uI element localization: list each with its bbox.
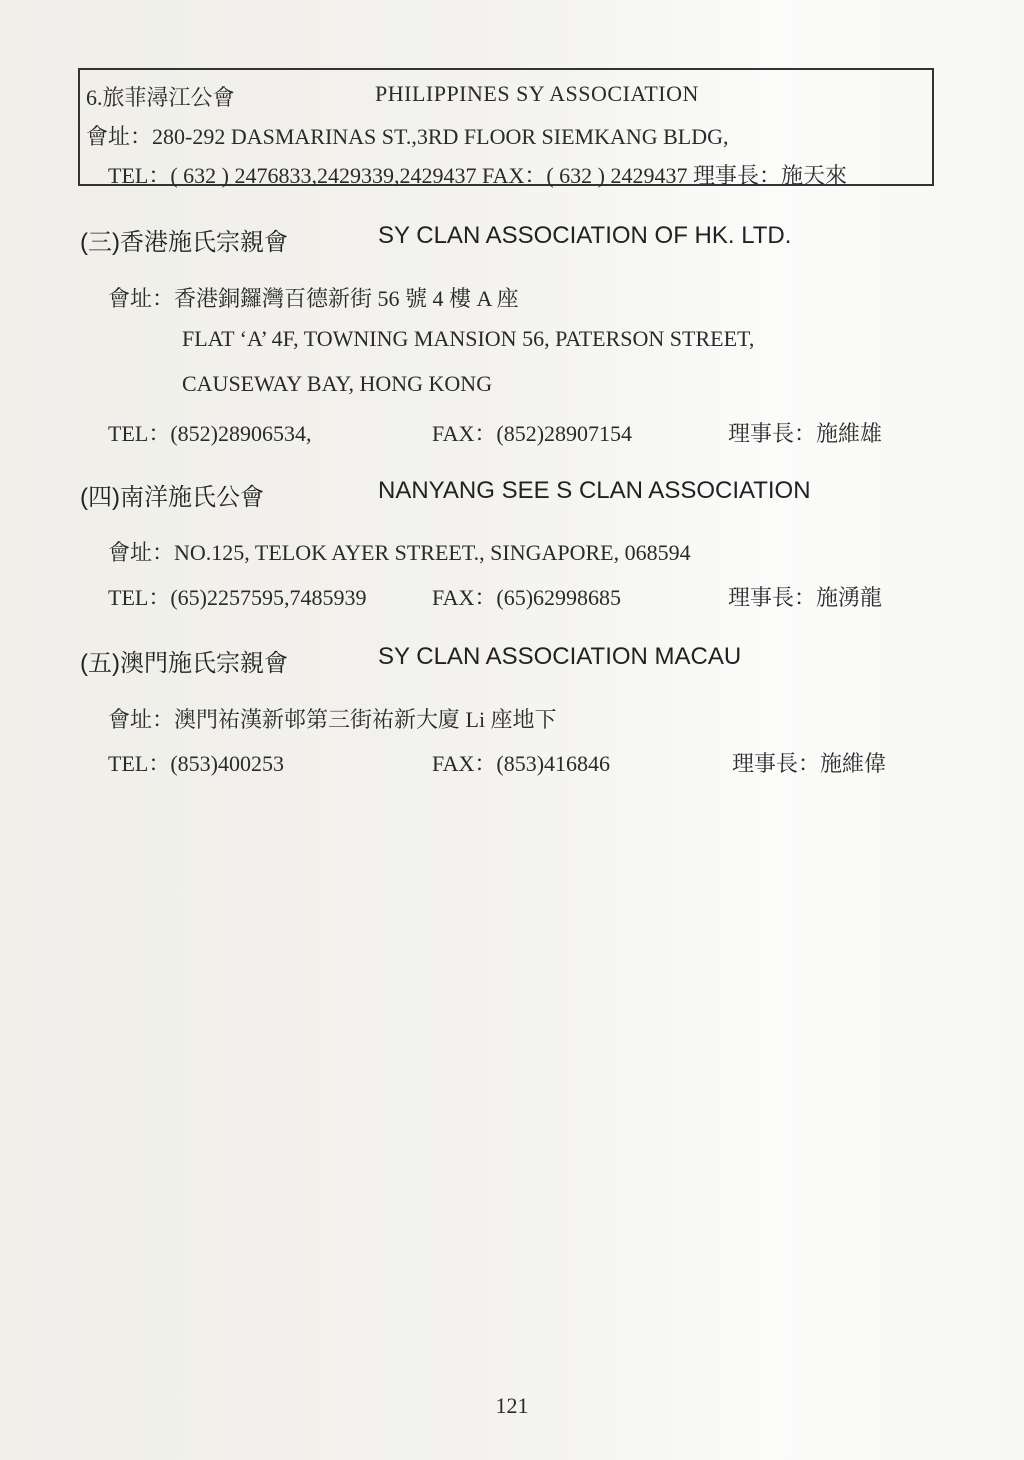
section-heading-chinese: (四)南洋施氏公會 <box>80 484 264 511</box>
telephone: TEL：(65)2257595,7485939 <box>108 585 367 610</box>
section-heading-chinese: (三)香港施氏宗親會 <box>80 229 288 256</box>
section-heading-english: SY CLAN ASSOCIATION MACAU <box>378 643 742 670</box>
fax: FAX：(65)62998685 <box>432 585 622 610</box>
page-number: 121 <box>495 1393 529 1418</box>
telephone: TEL：(852)28906534, <box>108 421 312 446</box>
section-heading-chinese: (五)澳門施氏宗親會 <box>80 650 288 677</box>
address-chinese: 會址：香港銅鑼灣百德新街 56 號 4 樓 A 座 <box>108 286 519 311</box>
box-org-chinese: 6.旅菲潯江公會 <box>86 85 235 110</box>
chairman: 理事長：施維雄 <box>728 421 883 446</box>
telephone: TEL：(853)400253 <box>108 751 284 776</box>
section-heading-english: SY CLAN ASSOCIATION OF HK. LTD. <box>378 222 792 249</box>
address-english-line-2: CAUSEWAY BAY, HONG KONG <box>182 371 493 396</box>
fax: FAX：(853)416846 <box>432 751 611 776</box>
section-heading-english: NANYANG SEE S CLAN ASSOCIATION <box>378 477 811 504</box>
fax: FAX：(852)28907154 <box>432 421 633 446</box>
address-english-line-1: FLAT ‘A’ 4F, TOWNING MANSION 56, PATERSON STREET, <box>182 326 755 351</box>
chairman: 理事長：施維偉 <box>732 751 887 776</box>
philippines-association-box <box>78 68 934 186</box>
box-contact: TEL：( 632 ) 2476833,2429339,2429437 FAX：( 632 ) 2429437 理事長：施天來 <box>108 163 847 188</box>
address: 會址：澳門祐漢新邨第三街祐新大廈 Li 座地下 <box>108 707 557 732</box>
box-org-english: PHILIPPINES SY ASSOCIATION <box>375 81 699 106</box>
chairman: 理事長：施湧龍 <box>728 585 883 610</box>
address: 會址：NO.125, TELOK AYER STREET., SINGAPORE, 068594 <box>108 540 691 565</box>
box-address: 會址：280-292 DASMARINAS ST.,3RD FLOOR SIEMKANG BLDG, <box>86 124 729 149</box>
